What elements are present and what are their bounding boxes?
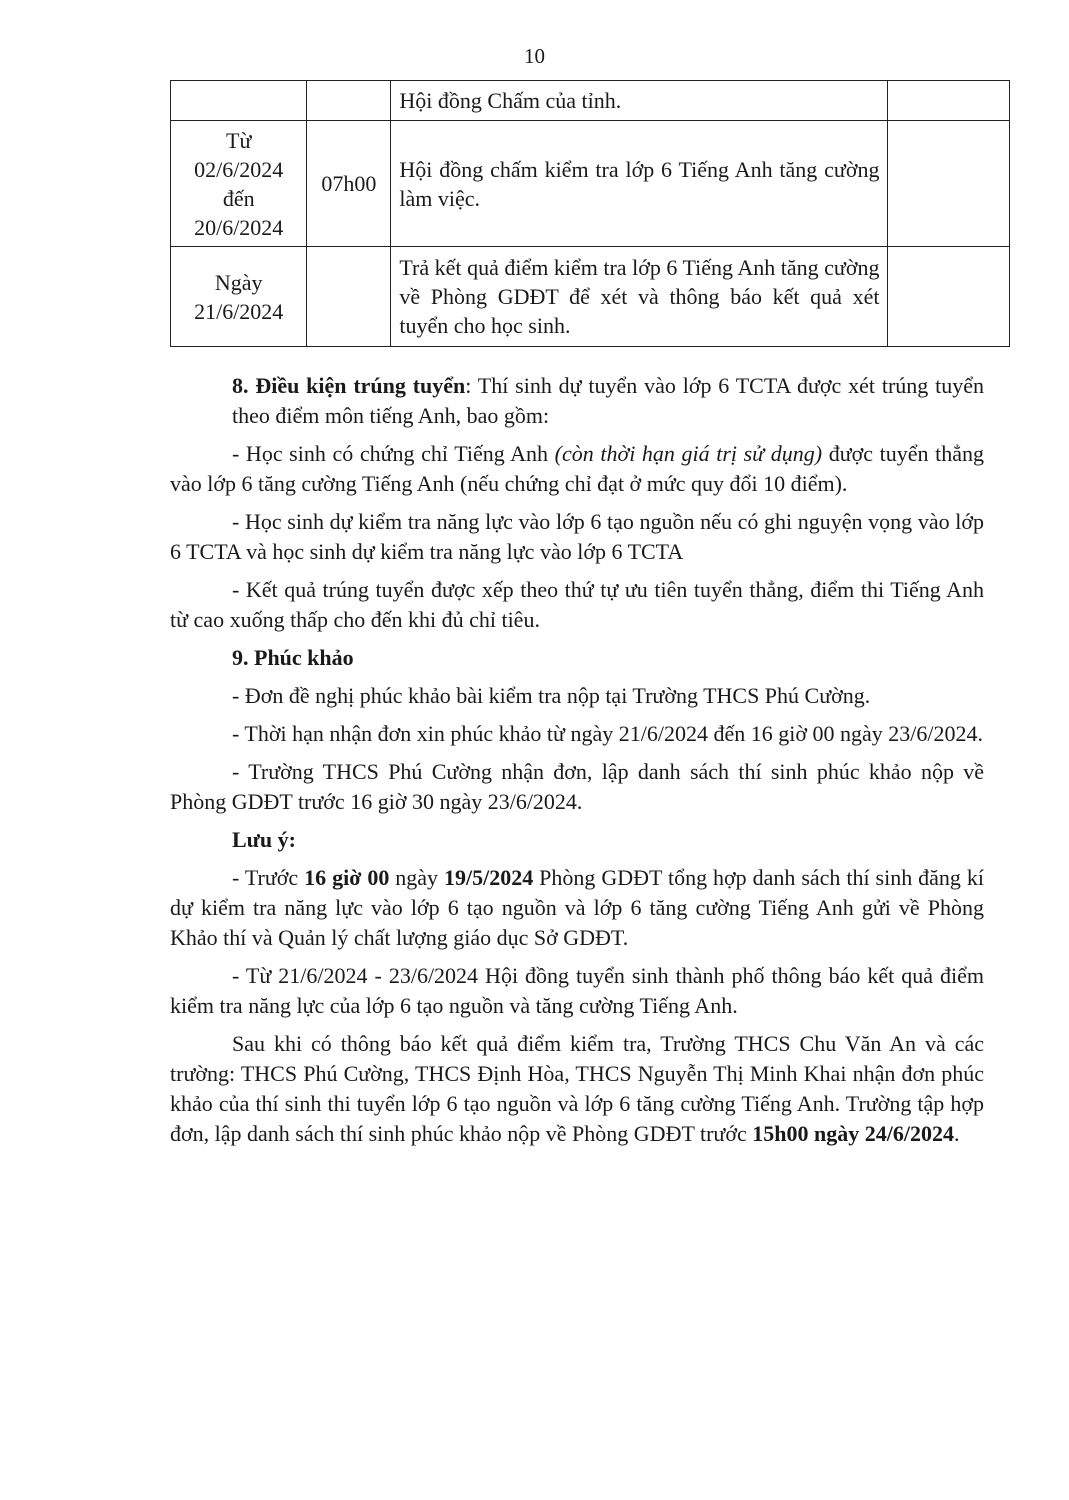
date-line: đến <box>222 185 255 211</box>
bold-text: 15h00 ngày 24/6/2024 <box>752 1121 954 1146</box>
date-line: Từ <box>226 127 252 153</box>
note-title: Lưu ý: <box>232 827 296 852</box>
bold-text: 19/5/2024 <box>443 865 534 890</box>
section-9-title: 9. Phúc khảo <box>232 645 354 670</box>
section-8-item-3: - Kết quả trúng tuyển được xếp theo thứ tự ưu tiên tuyển thẳng, điểm thi Tiếng Anh từ cao xuống thấp cho đến khi đủ chỉ tiêu. <box>170 577 984 632</box>
text-run: Phòng GDĐT tổng hợp danh sách thí sinh đăng kí dự kiểm tra năng lực vào lớp 6 tạo nguồn và lớp 6 tăng cường Tiếng Anh gửi về Phòng Khảo thí và Quản lý chất lượng giáo dục Sở GDĐT. <box>170 865 984 950</box>
text-run: Sau khi có thông báo kết quả điểm kiểm tra, Trường THCS Chu Văn An và các trường: THCS Phú Cường, THCS Định Hòa, THCS Nguyễn Thị Minh Khai nhận đơn phúc khảo của thí sinh thi tuyển lớp 6 tạo nguồn và lớp 6 tăng cường Tiếng Anh. Trường tập hợp đơn, lập danh sách thí sinh phúc khảo nộp về Phòng GDĐT trước <box>170 1031 984 1146</box>
text-run: . <box>953 1121 960 1146</box>
date-line: 21/6/2024 <box>194 298 284 324</box>
table-row <box>171 247 1010 347</box>
note-cell <box>888 121 1010 247</box>
italic-text: (còn thời hạn giá trị sử dụng) <box>554 441 823 466</box>
date-cell <box>171 121 307 247</box>
date-line: Ngày <box>214 269 263 295</box>
task-cell: Trả kết quả điểm kiểm tra lớp 6 Tiếng Anh tăng cường về Phòng GDĐT để xét và thông báo kết quả xét tuyển cho học sinh. <box>391 247 888 347</box>
section-8-title: 8. Điều kiện trúng tuyển <box>232 373 466 398</box>
schedule-table <box>170 80 1010 347</box>
note-paragraph-2: - Từ 21/6/2024 - 23/6/2024 Hội đồng tuyển sinh thành phố thông báo kết quả điểm kiểm tra năng lực của lớp 6 tạo nguồn và tăng cường Tiếng Anh. <box>170 963 984 1018</box>
text-run: - Học sinh có chứng chỉ Tiếng Anh <box>232 441 555 466</box>
table-row <box>171 121 1010 247</box>
task-cell: Hội đồng Chấm của tỉnh. <box>391 81 888 121</box>
note-paragraph-1 <box>170 863 984 953</box>
date-cell <box>171 247 307 347</box>
date-line: 02/6/2024 <box>194 156 284 182</box>
text-run: được tuyển thẳng vào lớp 6 tăng cường Tiếng Anh (nếu chứng chỉ đạt ở mức quy đổi 10 điểm). <box>170 441 984 496</box>
text-run: - Trước <box>232 865 305 890</box>
bold-text: 16 giờ 00 <box>304 865 390 890</box>
section-9-item-1: - Đơn đề nghị phúc khảo bài kiểm tra nộp tại Trường THCS Phú Cường. <box>232 683 871 708</box>
date-line: 20/6/2024 <box>194 214 284 240</box>
note-paragraph-3 <box>170 1029 984 1149</box>
task-cell: Hội đồng chấm kiểm tra lớp 6 Tiếng Anh tăng cường làm việc. <box>391 121 888 247</box>
time-cell: 07h00 <box>307 121 391 247</box>
section-8-item-2: - Học sinh dự kiểm tra năng lực vào lớp 6 tạo nguồn nếu có ghi nguyện vọng vào lớp 6 TCTA và học sinh dự kiểm tra năng lực vào lớp 6 TCTA <box>170 509 984 564</box>
note-cell <box>888 247 1010 347</box>
section-9-item-2: - Thời hạn nhận đơn xin phúc khảo từ ngày 21/6/2024 đến 16 giờ 00 ngày 23/6/2024. <box>232 721 983 746</box>
note-cell <box>888 81 1010 121</box>
time-cell <box>307 81 391 121</box>
section-9-item-3: - Trường THCS Phú Cường nhận đơn, lập danh sách thí sinh phúc khảo nộp về Phòng GDĐT trước 16 giờ 30 ngày 23/6/2024. <box>170 759 984 814</box>
text-run: ngày <box>389 865 444 890</box>
note-heading <box>170 825 984 855</box>
page-number: 10 <box>524 44 545 68</box>
section-8-item-1 <box>170 439 984 499</box>
section-9-heading <box>170 643 984 673</box>
table-row <box>171 81 1010 121</box>
document-body <box>170 371 984 1149</box>
section-8-intro: : Thí sinh dự tuyển vào lớp 6 TCTA được xét trúng tuyển theo điểm môn tiếng Anh, bao gồm: <box>232 373 984 428</box>
time-cell <box>307 247 391 347</box>
date-cell <box>171 81 307 121</box>
section-8-heading <box>170 371 984 431</box>
